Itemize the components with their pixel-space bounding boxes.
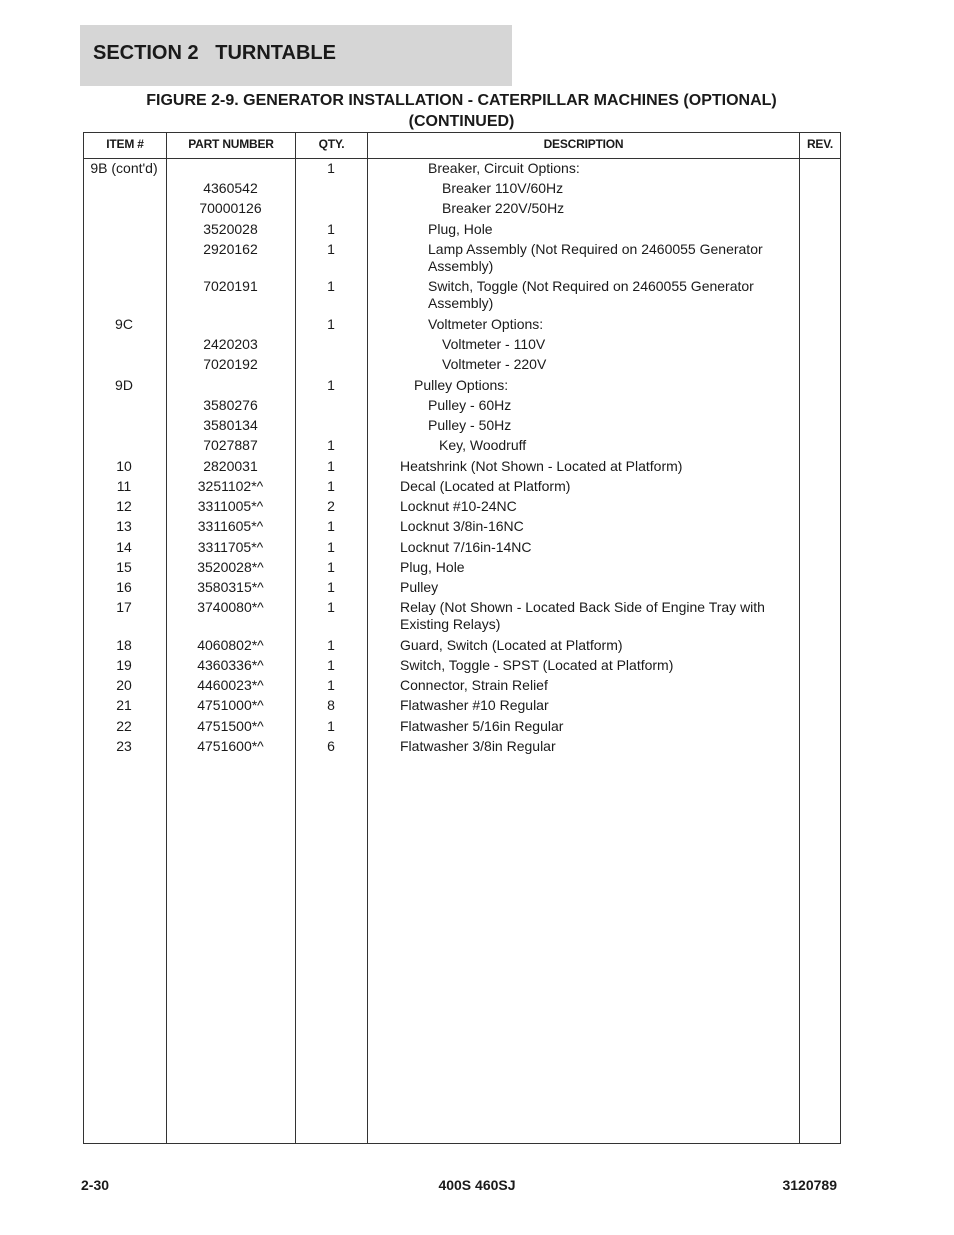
row-part-number: 4360336*^ — [197, 657, 264, 673]
row-quantity: 1 — [327, 599, 335, 615]
row-item-number: 12 — [116, 498, 132, 514]
section-title: SECTION 2 TURNTABLE — [93, 42, 336, 64]
row-part-number: 4751500*^ — [197, 718, 264, 734]
row-part-number: 3580315*^ — [197, 579, 264, 595]
row-part-number: 3520028*^ — [197, 559, 264, 575]
row-quantity: 1 — [327, 718, 335, 734]
row-description: Breaker 220V/50Hz — [442, 200, 565, 216]
row-item-number: 9C — [115, 316, 133, 332]
row-part-number: 4360542 — [203, 180, 258, 196]
row-description: Voltmeter - 220V — [442, 356, 547, 372]
header-qty: QTY. — [318, 137, 345, 151]
row-description: Relay (Not Shown - Located Back Side of Engine Tray with Existing Relays) — [400, 599, 765, 632]
row-description: Pulley - 50Hz — [428, 417, 512, 433]
row-part-number: 3251102*^ — [197, 478, 264, 494]
row-part-number: 4060802*^ — [197, 637, 264, 653]
row-quantity: 1 — [327, 316, 335, 332]
row-part-number: 3740080*^ — [197, 599, 264, 615]
row-description: Switch, Toggle (Not Required on 2460055 Generator Assembly) — [428, 278, 754, 311]
row-quantity: 1 — [327, 437, 335, 453]
row-description: Flatwasher 3/8in Regular — [400, 738, 556, 754]
row-part-number: 4460023*^ — [197, 677, 264, 693]
column-divider — [367, 132, 368, 1144]
row-item-number: 9D — [115, 377, 133, 393]
model-name: 400S 460SJ — [438, 1177, 516, 1193]
row-quantity: 1 — [327, 579, 335, 595]
row-description: Pulley Options: — [414, 377, 509, 393]
row-quantity: 1 — [327, 657, 335, 673]
row-part-number: 2420203 — [203, 336, 258, 352]
row-part-number: 3580134 — [203, 417, 258, 433]
row-description: Pulley - 60Hz — [428, 397, 512, 413]
header-description: DESCRIPTION — [543, 137, 624, 151]
row-description: Breaker, Circuit Options: — [428, 160, 580, 176]
row-description: Pulley — [400, 579, 439, 595]
row-item-number: 15 — [116, 559, 132, 575]
row-quantity: 1 — [327, 278, 335, 294]
row-quantity: 1 — [327, 559, 335, 575]
header-divider — [83, 158, 841, 159]
row-description: Plug, Hole — [400, 559, 465, 575]
row-description: Switch, Toggle - SPST (Located at Platform) — [400, 657, 674, 673]
row-part-number: 3311005*^ — [197, 498, 264, 514]
row-item-number: 16 — [116, 579, 132, 595]
header-rev: REV. — [806, 137, 834, 151]
row-description: Flatwasher 5/16in Regular — [400, 718, 564, 734]
row-part-number: 2820031 — [203, 458, 258, 474]
row-quantity: 1 — [327, 677, 335, 693]
row-quantity: 1 — [327, 221, 335, 237]
row-item-number: 13 — [116, 518, 132, 534]
row-quantity: 1 — [327, 478, 335, 494]
row-part-number: 4751600*^ — [197, 738, 264, 754]
row-quantity: 1 — [327, 518, 335, 534]
row-item-number: 19 — [116, 657, 132, 673]
row-part-number: 3311605*^ — [197, 518, 264, 534]
row-description: Guard, Switch (Located at Platform) — [400, 637, 623, 653]
document-number: 3120789 — [782, 1177, 837, 1193]
row-quantity: 1 — [327, 160, 335, 176]
row-quantity: 2 — [327, 498, 335, 514]
row-description: Locknut #10-24NC — [400, 498, 517, 514]
row-quantity: 6 — [327, 738, 335, 754]
row-description: Voltmeter - 110V — [442, 336, 546, 352]
row-item-number: 21 — [116, 697, 132, 713]
row-part-number: 7020191 — [203, 278, 258, 294]
row-quantity: 8 — [327, 697, 335, 713]
row-item-number: 20 — [116, 677, 132, 693]
row-quantity: 1 — [327, 458, 335, 474]
row-description: Voltmeter Options: — [428, 316, 544, 332]
page-number: 2-30 — [81, 1177, 110, 1193]
row-part-number: 3580276 — [203, 397, 258, 413]
row-item-number: 10 — [116, 458, 132, 474]
row-description: Locknut 7/16in-14NC — [400, 539, 532, 555]
row-quantity: 1 — [327, 637, 335, 653]
row-item-number: 14 — [116, 539, 132, 555]
row-description: Lamp Assembly (Not Required on 2460055 Generator Assembly) — [428, 241, 763, 274]
row-item-number: 9B (cont'd) — [90, 160, 158, 176]
row-description: Locknut 3/8in-16NC — [400, 518, 524, 534]
row-part-number: 3311705*^ — [197, 539, 264, 555]
row-quantity: 1 — [327, 241, 335, 257]
row-part-number: 70000126 — [199, 200, 262, 216]
row-quantity: 1 — [327, 539, 335, 555]
row-quantity: 1 — [327, 377, 335, 393]
row-description: Breaker 110V/60Hz — [442, 180, 564, 196]
row-description: Connector, Strain Relief — [400, 677, 548, 693]
row-item-number: 23 — [116, 738, 132, 754]
figure-title-continued: (CONTINUED) — [408, 113, 515, 130]
row-description: Plug, Hole — [428, 221, 493, 237]
row-part-number: 2920162 — [203, 241, 258, 257]
row-description: Decal (Located at Platform) — [400, 478, 571, 494]
row-description: Flatwasher #10 Regular — [400, 697, 549, 713]
row-item-number: 18 — [116, 637, 132, 653]
column-divider — [799, 132, 800, 1144]
row-part-number: 7027887 — [203, 437, 258, 453]
figure-title: FIGURE 2-9. GENERATOR INSTALLATION - CATERPILLAR MACHINES (OPTIONAL) — [146, 92, 777, 109]
row-part-number: 7020192 — [203, 356, 258, 372]
section-header — [80, 25, 512, 86]
header-part-number: PART NUMBER — [188, 137, 274, 151]
row-part-number: 4751000*^ — [197, 697, 264, 713]
row-item-number: 22 — [116, 718, 132, 734]
row-part-number: 3520028 — [203, 221, 258, 237]
row-item-number: 11 — [116, 478, 132, 494]
header-item: ITEM # — [106, 137, 144, 151]
row-description: Heatshrink (Not Shown - Located at Platform) — [400, 458, 683, 474]
row-item-number: 17 — [116, 599, 132, 615]
row-description: Key, Woodruff — [439, 437, 527, 453]
